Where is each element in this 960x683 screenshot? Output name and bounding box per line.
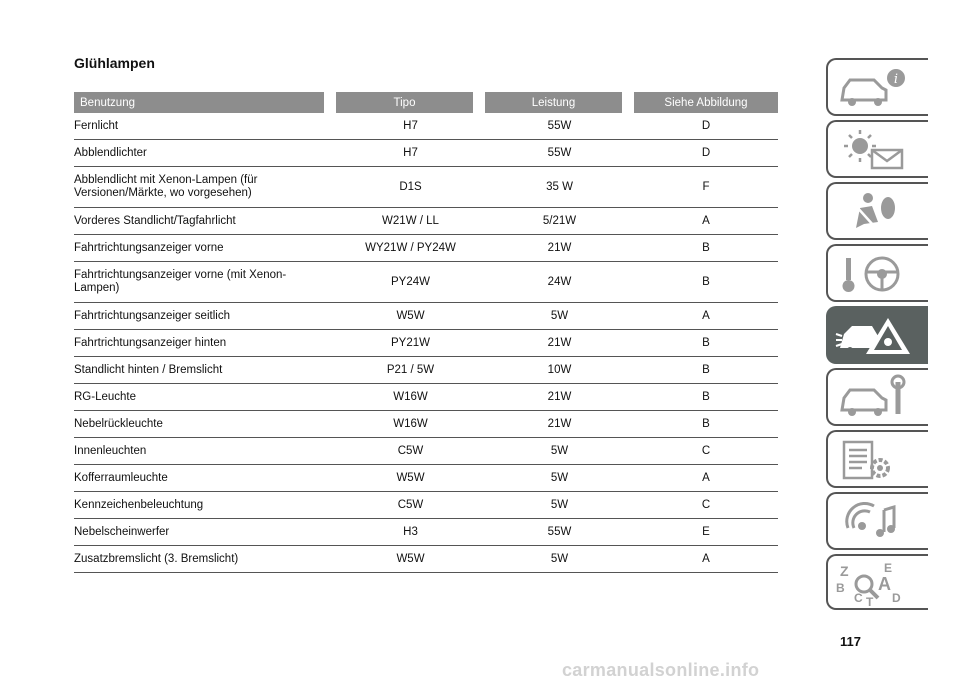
cell-usage-line: Lampen) [74, 282, 120, 294]
table-row [74, 411, 778, 438]
cell-usage [74, 167, 336, 208]
cell-figure: C [634, 438, 778, 465]
tab-multimedia[interactable] [826, 492, 928, 550]
alphabetical-index-icon [834, 560, 924, 608]
multimedia-music-icon [834, 498, 924, 546]
tab-car-info[interactable] [826, 58, 928, 116]
cell-power: 55W [485, 140, 634, 167]
cell-type: W5W [336, 303, 485, 330]
cell-figure: E [634, 519, 778, 546]
cell-figure: A [634, 465, 778, 492]
cell-power: 5/21W [485, 208, 634, 235]
table-row [74, 384, 778, 411]
tab-warning-lights[interactable] [826, 120, 928, 178]
table-header-row [74, 92, 778, 113]
cell-power: 21W [485, 384, 634, 411]
cell-power: 5W [485, 465, 634, 492]
cell-figure: C [634, 492, 778, 519]
bulb-table [74, 92, 778, 573]
table-row [74, 546, 778, 573]
cell-figure: B [634, 330, 778, 357]
svg-text:i: i [893, 72, 899, 87]
cell-power: 21W [485, 411, 634, 438]
seat-airbag-icon [834, 188, 924, 236]
watermark: carmanualsonline.info [562, 660, 760, 680]
cell-type: D1S [336, 167, 485, 208]
cell-type: W16W [336, 384, 485, 411]
cell-type: PY21W [336, 330, 485, 357]
tab-index[interactable] [826, 554, 928, 610]
cell-usage: Kofferraumleuchte [74, 465, 336, 492]
cell-type: H3 [336, 519, 485, 546]
cell-usage: Nebelscheinwerfer [74, 519, 336, 546]
cell-figure: A [634, 208, 778, 235]
warning-light-message-icon [834, 126, 924, 174]
cell-figure: B [634, 262, 778, 303]
cell-type: W5W [336, 546, 485, 573]
cell-type: C5W [336, 438, 485, 465]
cell-usage: Kennzeichenbeleuchtung [74, 492, 336, 519]
cell-type: W16W [336, 411, 485, 438]
cell-figure: D [634, 113, 778, 140]
emergency-car-warning-icon [834, 312, 924, 360]
cell-usage: RG-Leuchte [74, 384, 336, 411]
cell-usage-line: Fahrtrichtungsanzeiger vorne (mit Xenon- [74, 269, 287, 281]
cell-figure: F [634, 167, 778, 208]
cell-usage: Fahrtrichtungsanzeiger seitlich [74, 303, 336, 330]
cell-usage: Nebelrückleuchte [74, 411, 336, 438]
table-row [74, 208, 778, 235]
table-row [74, 465, 778, 492]
cell-figure: B [634, 411, 778, 438]
cell-usage [74, 262, 336, 303]
table-row [74, 235, 778, 262]
cell-power: 55W [485, 113, 634, 140]
cell-figure: B [634, 235, 778, 262]
cell-usage: Abblendlichter [74, 140, 336, 167]
cell-power: 5W [485, 492, 634, 519]
car-info-icon [834, 64, 924, 112]
cell-type: WY21W / PY24W [336, 235, 485, 262]
header-type: Tipo [336, 92, 485, 113]
cell-power: 21W [485, 330, 634, 357]
table-row [74, 140, 778, 167]
car-maintenance-wrench-icon [834, 374, 924, 422]
header-power: Leistung [485, 92, 634, 113]
index-letter: Z [840, 563, 849, 579]
table-row [74, 519, 778, 546]
cell-usage: Fernlicht [74, 113, 336, 140]
tab-maintenance[interactable] [826, 368, 928, 426]
index-letter: A [878, 574, 891, 594]
cell-usage: Zusatzbremslicht (3. Bremslicht) [74, 546, 336, 573]
header-figure: Siehe Abbildung [634, 92, 778, 113]
cell-power: 5W [485, 546, 634, 573]
cell-type: PY24W [336, 262, 485, 303]
index-letter: T [866, 595, 874, 608]
cell-usage: Innenleuchten [74, 438, 336, 465]
cell-type: W5W [336, 465, 485, 492]
index-letter: B [836, 581, 845, 595]
cell-figure: B [634, 384, 778, 411]
index-letter: D [892, 591, 901, 605]
header-usage: Benutzung [74, 92, 336, 113]
cell-figure: A [634, 303, 778, 330]
cell-power: 5W [485, 303, 634, 330]
tab-emergency[interactable] [826, 306, 928, 364]
cell-usage: Standlicht hinten / Bremslicht [74, 357, 336, 384]
tab-technical-data[interactable] [826, 430, 928, 488]
cell-type: H7 [336, 140, 485, 167]
cell-figure: A [634, 546, 778, 573]
key-steering-wheel-icon [834, 250, 924, 298]
cell-figure: B [634, 357, 778, 384]
cell-power: 55W [485, 519, 634, 546]
cell-usage: Vorderes Standlicht/Tagfahrlicht [74, 208, 336, 235]
table-row [74, 438, 778, 465]
technical-data-gear-icon [834, 436, 924, 484]
cell-usage: Fahrtrichtungsanzeiger hinten [74, 330, 336, 357]
index-letter: C [854, 591, 863, 605]
table-row [74, 492, 778, 519]
table-row [74, 357, 778, 384]
cell-power: 10W [485, 357, 634, 384]
table-row [74, 262, 778, 303]
tab-safety[interactable] [826, 182, 928, 240]
cell-type: P21 / 5W [336, 357, 485, 384]
cell-type: H7 [336, 113, 485, 140]
cell-usage-line: Versionen/Märkte, wo vorgesehen) [74, 187, 252, 199]
table-row [74, 303, 778, 330]
cell-usage: Fahrtrichtungsanzeiger vorne [74, 235, 336, 262]
cell-usage-line: Abblendlicht mit Xenon-Lampen (für [74, 174, 258, 186]
cell-power: 24W [485, 262, 634, 303]
cell-power: 35 W [485, 167, 634, 208]
cell-type: C5W [336, 492, 485, 519]
cell-power: 5W [485, 438, 634, 465]
page-number: 117 [840, 634, 861, 649]
cell-type: W21W / LL [336, 208, 485, 235]
cell-power: 21W [485, 235, 634, 262]
table-row [74, 113, 778, 140]
table-row [74, 167, 778, 208]
tab-starting-driving[interactable] [826, 244, 928, 302]
section-title: Glühlampen [74, 55, 155, 71]
index-letter: E [884, 561, 893, 575]
table-row [74, 330, 778, 357]
cell-figure: D [634, 140, 778, 167]
